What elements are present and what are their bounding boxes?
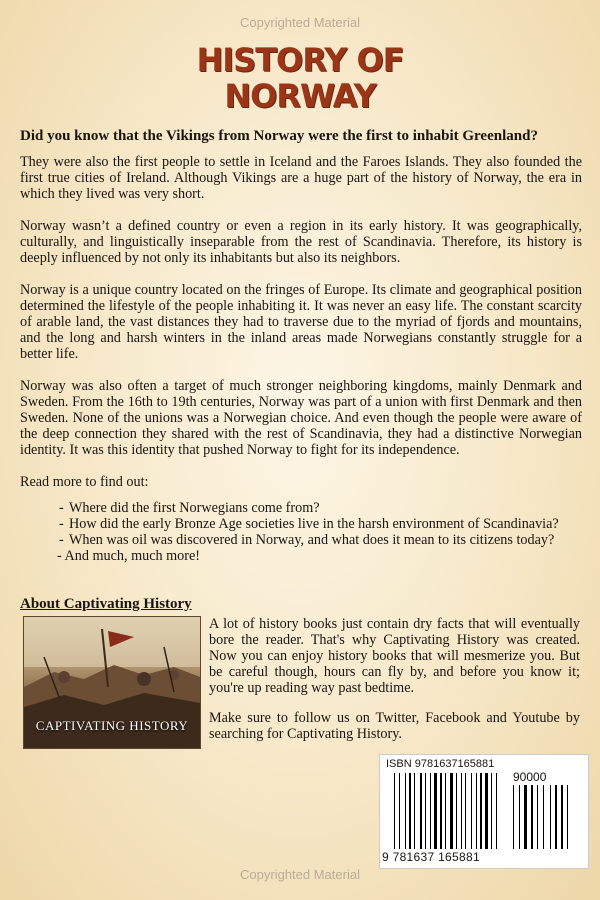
barcode-bar xyxy=(450,773,453,849)
barcode-bar xyxy=(394,773,395,849)
list-item-more: - And much, much more! xyxy=(57,548,201,564)
barcode-digits: 9 781637 165881 xyxy=(382,850,480,864)
list-item: - When was oil was discovered in Norway, and what does it mean to its citizens today? xyxy=(59,532,555,548)
barcode-bar xyxy=(524,785,527,849)
paragraph-2: Norway wasn’t a defined country or even a region in its early history. It was geographically, culturally, and linguistically inseparable from the rest of Scandinavia. Therefore, its history is deeply influenced by not only its inhabitants but also its neighbors. xyxy=(20,218,582,266)
question-list xyxy=(20,500,582,564)
list-item-text: How did the early Bronze Age societies live in the harsh environment of Scandinavia? xyxy=(69,516,559,532)
isbn-number: ISBN 9781637165881 xyxy=(386,758,495,770)
lead-question: Did you know that the Vikings from Norway were the first to inhabit Greenland? xyxy=(20,128,538,144)
isbn-barcode xyxy=(379,754,589,869)
copyright-watermark-bottom: Copyrighted Material xyxy=(240,867,360,882)
read-more-label: Read more to find out: xyxy=(20,474,149,490)
barcode-bar xyxy=(465,773,466,849)
barcode-bar xyxy=(476,773,477,849)
barcode-bar xyxy=(456,773,457,849)
barcode-bar xyxy=(561,785,563,849)
about-heading: About Captivating History xyxy=(20,596,192,612)
list-item: - How did the early Bronze Age societies live in the harsh environment of Scandinavia? xyxy=(59,516,559,532)
barcode-bar xyxy=(471,773,472,849)
captivating-history-image xyxy=(23,616,201,749)
barcode-bar xyxy=(496,773,497,849)
list-item: - Where did the first Norwegians come from? xyxy=(59,500,320,516)
about-text xyxy=(209,616,580,756)
barcode-bar xyxy=(414,773,415,849)
about-paragraph-2: Make sure to follow us on Twitter, Facebook and Youtube by searching for Captivating History. xyxy=(209,710,580,742)
barcode-bar xyxy=(537,785,538,849)
barcode-bar xyxy=(555,785,557,849)
barcode-bar xyxy=(399,773,400,849)
title-line-2: NORWAY xyxy=(224,77,376,115)
barcode-bar xyxy=(440,773,442,849)
barcode-bar xyxy=(445,773,446,849)
book-title xyxy=(0,42,600,114)
paragraph-3: Norway is a unique country located on the fringes of Europe. Its climate and geographical position determined the lifestyle of the people inhabiting it. It was never an easy life. The constant scarcity of arable land, the vast distances they had to traverse due to the myriad of fjords and mountains, and the long and harsh winters in the inland areas made Norwegians constantly struggle for a better life. xyxy=(20,282,582,362)
list-item-text: When was oil was discovered in Norway, and what does it mean to its citizens today? xyxy=(69,532,555,548)
barcode-bar xyxy=(405,773,406,849)
paragraph-4: Norway was also often a target of much stronger neighboring kingdoms, mainly Denmark and Sweden. From the 16th to 19th centuries, Norway was part of a union with first Denmark and then Sweden. None of the unions was a Norwegian choice. And even though the people were aware of the deep connection they shared with the rest of Scandinavia, they had a distinctive Norwegian identity. It was this identity that pushed Norway to fight for its independence. xyxy=(20,378,582,458)
barcode-bar xyxy=(425,773,426,849)
paragraph-1: They were also the first people to settle in Iceland and the Faroes Islands. They also founded the first true cities of Ireland. Although Vikings are a huge part of the history of Norway, the era in which they lived was very short. xyxy=(20,154,582,202)
barcode-bar xyxy=(430,773,431,849)
copyright-watermark-top: Copyrighted Material xyxy=(240,15,360,30)
barcode-bar xyxy=(531,785,533,849)
barcode-bar xyxy=(513,785,514,849)
barcode-bar xyxy=(434,773,437,849)
captivating-history-label: CAPTIVATING HISTORY xyxy=(35,718,189,733)
barcode-bar xyxy=(491,773,492,849)
barcode-bar xyxy=(519,785,520,849)
barcode-bar xyxy=(543,785,544,849)
barcode-bar xyxy=(550,785,551,849)
title-line-1: HISTORY OF xyxy=(196,41,404,79)
barcode-bar xyxy=(420,773,422,849)
barcode-bar xyxy=(485,773,488,849)
list-item-text: Where did the first Norwegians come from? xyxy=(69,500,320,516)
price-code: 90000 xyxy=(513,770,547,784)
barcode-bar xyxy=(567,785,568,849)
about-paragraph-1: A lot of history books just contain dry facts that will eventually bore the reader. That's why Captivating History was created. Now you can enjoy history books that will mesmerize you. But be careful though, hours can fly by, and before you know it; you're up reading way past bedtime. xyxy=(209,616,580,696)
barcode-bar xyxy=(461,773,462,849)
barcode-bar xyxy=(480,773,482,849)
barcode-bar xyxy=(409,773,411,849)
back-cover-blurb xyxy=(20,128,582,564)
